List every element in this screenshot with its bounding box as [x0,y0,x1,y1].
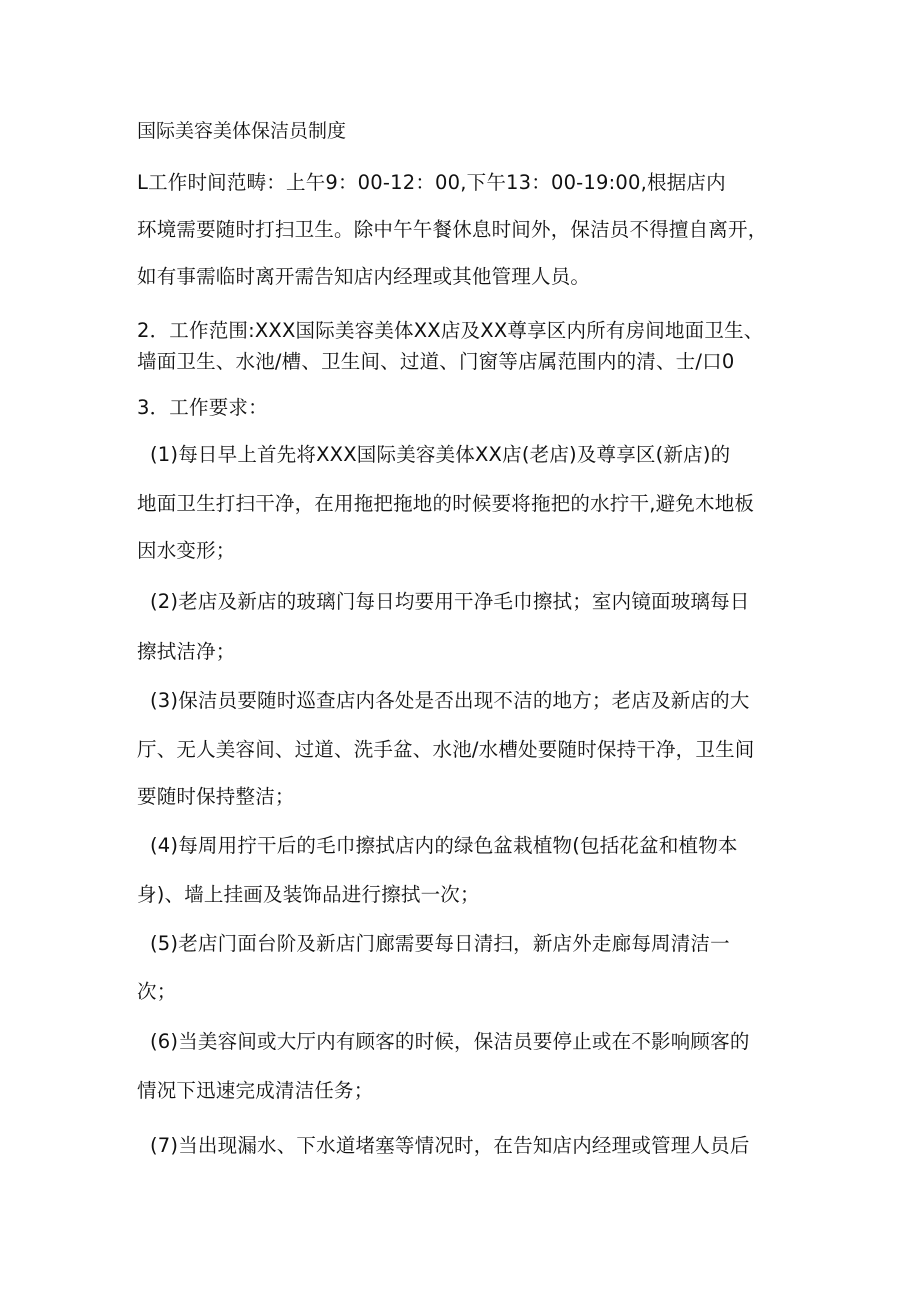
list-item-line: (3)保洁员要随时巡查店内各处是否出现不洁的地方；老店及新店的大 [150,689,750,712]
paragraph-line: 地面卫生打扫干净，在用拖把拖地的时候要将拖把的水拧干,避免木地板 [137,492,755,515]
paragraph-line: 2．工作范围:XXX国际美容美体XX店及XX尊享区内所有房间地面卫生、 [137,319,764,342]
paragraph-line: 厅、无人美容间、过道、洗手盆、水池/水槽处要随时保持干净，卫生间 [137,738,755,761]
paragraph-line: 要随时保持整洁； [137,785,295,808]
list-item-line: (7)当出现漏水、下水道堵塞等情况时，在告知店内经理或管理人员后 [150,1134,750,1157]
paragraph-line: 墙面卫生、水池/槽、卫生间、过道、门窗等店属范围内的清、士/口0 [137,350,735,373]
list-item-line: (5)老店门面台阶及新店门廊需要每日清扫，新店外走廊每周清洁一 [150,932,730,955]
list-item-line: (1)每日早上首先将XXX国际美容美体XX店(老店)及尊享区(新店)的 [150,443,731,466]
list-item-line: (4)每周用拧干后的毛巾擦拭店内的绿色盆栽植物(包括花盆和植物本 [150,834,738,857]
paragraph-line: 次； [137,980,177,1003]
section-heading: 3．工作要求： [137,396,268,419]
paragraph-line: 擦拭洁净； [137,640,236,663]
paragraph-line: 如有事需临时离开需告知店内经理或其他管理人员。 [137,265,591,288]
paragraph-line: 因水变形； [137,539,236,562]
document-title: 国际美容美体保洁员制度 [137,120,347,142]
paragraph-line: 环境需要随时打扫卫生。除中午午餐休息时间外，保洁员不得擅自离开， [137,218,768,241]
list-item-line: (6)当美容间或大厅内有顾客的时候，保洁员要停止或在不影响顾客的 [150,1030,750,1053]
paragraph-line: 身)、墙上挂画及装饰品进行擦拭一次； [137,883,480,906]
paragraph-line: L工作时间范畴：上午9：00-12：00,下午13：00-19:00,根据店内 [137,171,726,194]
paragraph-line: 情况下迅速完成清洁任务； [137,1079,374,1102]
list-item-line: (2)老店及新店的玻璃门每日均要用干净毛巾擦拭；室内镜面玻璃每日 [150,590,750,613]
